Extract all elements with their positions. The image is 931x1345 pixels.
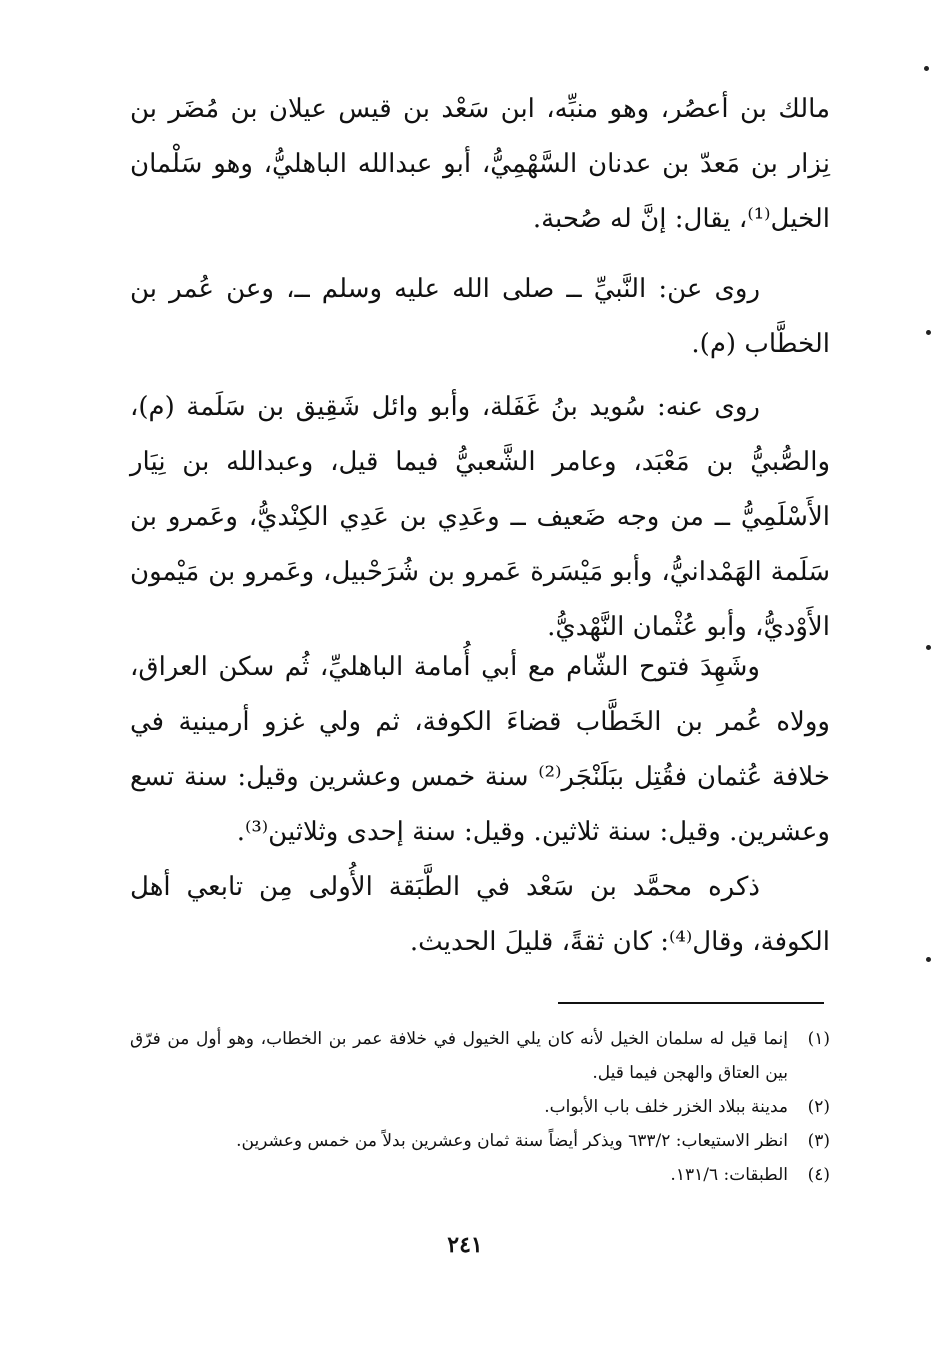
- paragraph-text: ذكره محمَّد بن سَعْد في الطَّبَقة الأُولى مِن تابعي أهل الكوفة، وقال⁽⁴⁾: كان ثقةً، قليلَ الحديث.: [130, 872, 830, 957]
- page-number: ٢٤١: [447, 1232, 483, 1258]
- footnote-separator: [558, 1002, 824, 1004]
- footnote-text: الطبقات: ١٣١/٦.: [670, 1165, 788, 1185]
- footnote-number: (١): [807, 1029, 830, 1049]
- biography-paragraph-narrated-by: [130, 380, 830, 655]
- footnotes: [130, 1022, 830, 1192]
- paragraph-text: مالك بن أعصُر، وهو منبِّه، ابن سَعْد بن قيس عيلان بن مُضَر بن نِزار بن مَعدّ بن عدنان السَّهْمِيُّ، أبو عبدالله الباهليُّ، وهو سَلْمان الخيل⁽¹⁾، يقال: إنَّ له صُحبة.: [130, 94, 830, 234]
- biography-paragraph-history: [130, 640, 830, 860]
- footnote-number: (٤): [807, 1165, 830, 1185]
- footnote-number: (٢): [807, 1097, 830, 1117]
- footnote-item: [130, 1158, 830, 1192]
- margin-mark: [926, 330, 931, 335]
- footnote-item: [130, 1090, 830, 1124]
- paragraph-text: وشَهِدَ فتوح الشّام مع أبي أُمامة الباهليِّ، ثُم سكن العراق، وولاه عُمر بن الخَطَّاب قضاءَ الكوفة، ثم ولي غزو أرمينية في خلافة عُثمان فقُتِل ببَلَنْجَر⁽²⁾ سنة خمس وعشرين وقيل: سنة تسع وعشرين. وقيل: سنة ثلاثين. وقيل: سنة إحدى وثلاثين⁽³⁾.: [130, 652, 830, 847]
- biography-paragraph-ibn-saad: [130, 860, 830, 970]
- footnote-number: (٣): [807, 1131, 830, 1151]
- paragraph-text: روى عن: النَّبيِّ ــ صلى الله عليه وسلم ــ، وعن عُمر بن الخطَّاب (م).: [130, 274, 830, 359]
- footnote-text: إنما قيل له سلمان الخيل لأنه كان يلي الخيول في خلافة عمر بن الخطاب، وهو أول من فرّق بين العتاق والهجن فيما قيل.: [130, 1029, 788, 1083]
- margin-mark: [926, 645, 931, 650]
- footnote-text: انظر الاستيعاب: ٦٣٣/٢ ويذكر أيضاً سنة ثمان وعشرين بدلاً من خمس وعشرين.: [236, 1131, 788, 1151]
- paragraph-text: روى عنه: سُويد بنُ غَفَلة، وأبو وائل شَقِيق بن سَلَمة (م)، والصُّبيُّ بن مَعْبَد، وعامر الشَّعبيُّ فيما قيل، وعبدالله بن نِيَار الأَسْلَمِيُّ ــ من وجه ضَعيف ــ وعَدِي بن عَدِي الكِنْديُّ، وعَمرو بن سَلَمة الهَمْدانيُّ، وأبو مَيْسَرة عَمرو بن شُرَحْبيل، وعَمرو بن مَيْمون الأَوْديُّ، وأبو عُثْمان النَّهْديُّ.: [130, 392, 830, 642]
- footnote-item: [130, 1124, 830, 1158]
- footnote-item: [130, 1022, 830, 1090]
- biography-paragraph-lineage: [130, 82, 830, 247]
- footnote-text: مدينة ببلاد الخزر خلف باب الأبواب.: [544, 1097, 788, 1117]
- margin-mark: [926, 957, 931, 962]
- biography-paragraph-narrated-from: [130, 262, 830, 372]
- margin-mark: [924, 66, 929, 71]
